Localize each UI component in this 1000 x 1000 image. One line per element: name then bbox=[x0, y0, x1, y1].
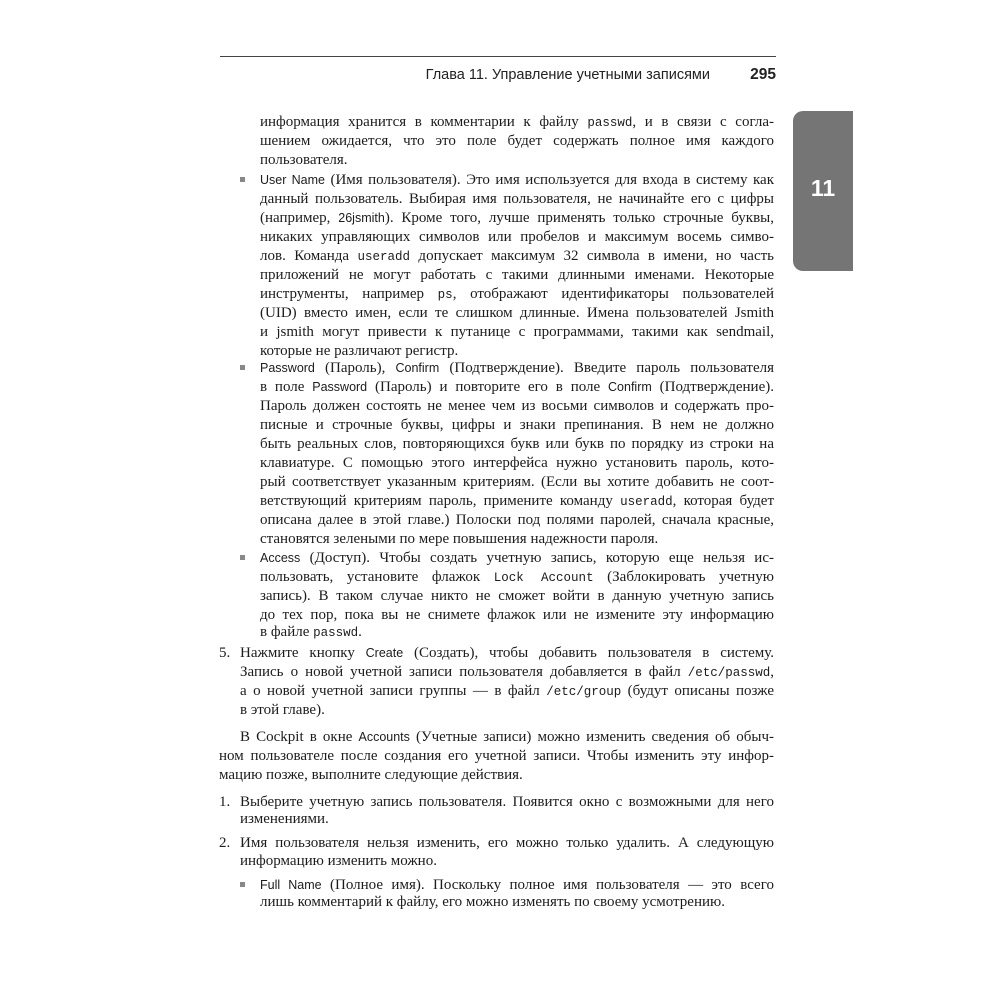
text-run: (Подтверждение). bbox=[651, 379, 774, 395]
code-term: /etc/group bbox=[546, 685, 622, 699]
text-run: писные и строчные буквы, цифры и знаки препинания. В нем не должно bbox=[260, 417, 774, 433]
text-run: лов. Команда bbox=[260, 248, 358, 264]
text-line bbox=[260, 208, 774, 228]
text-line bbox=[260, 434, 774, 454]
text-line bbox=[260, 491, 774, 511]
text-run: изменениями. bbox=[240, 811, 329, 827]
bullet-marker-icon bbox=[240, 177, 245, 182]
text-line bbox=[240, 809, 774, 829]
text-run: приложений не могут работать с такими длинными именами. Некоторые bbox=[260, 267, 774, 283]
text-run: быть реальных слов, повторяющихся букв или букв по порядку из строки на bbox=[260, 436, 774, 452]
text-run: (например, bbox=[260, 210, 339, 226]
text-run: (Заблокировать учетную bbox=[593, 569, 775, 585]
text-line bbox=[260, 303, 774, 323]
text-run: клавиатуре. С помощью этого интерфейса нужно установить пароль, кото- bbox=[260, 455, 774, 471]
text-line bbox=[260, 472, 774, 492]
text-run: (будут описаны позже bbox=[621, 683, 774, 699]
text-run: рый соответствует указанным критериям. (Если вы хотите добавить не соот- bbox=[260, 474, 774, 490]
text-run: (Полное имя). Поскольку полное имя пользователя — это всего bbox=[321, 877, 774, 893]
text-line bbox=[260, 358, 774, 378]
text-line bbox=[260, 892, 774, 912]
ui-term: Confirm bbox=[608, 380, 652, 394]
code-term: passwd bbox=[587, 116, 633, 130]
text-run: а о новой учетной записи группы — в файл bbox=[240, 683, 547, 699]
text-run: пользователя. bbox=[260, 152, 348, 168]
text-run: в этой главе). bbox=[240, 702, 325, 718]
text-run: пользовать, установите флажок bbox=[260, 569, 494, 585]
text-line bbox=[260, 227, 774, 247]
page-number: 295 bbox=[750, 66, 776, 83]
ui-term: Create bbox=[365, 646, 404, 660]
code-term: Lock Account bbox=[493, 571, 594, 585]
text-run: ). Кроме того, лучше применять только строчные буквы, bbox=[384, 210, 775, 226]
text-line bbox=[219, 746, 774, 766]
text-run: Запись о новой учетной записи пользователя добавляется в файл bbox=[240, 664, 688, 680]
chapter-thumb-tab bbox=[793, 111, 853, 271]
text-run: (Доступ). Чтобы создать учетную запись, которую еще нельзя ис- bbox=[300, 550, 774, 566]
text-line bbox=[240, 727, 774, 747]
text-run: лишь комментарий к файлу, его можно изменять по своему усмотрению. bbox=[260, 894, 725, 910]
text-run: Нажмите кнопку bbox=[240, 645, 366, 661]
bullet-marker-icon bbox=[240, 555, 245, 560]
text-line bbox=[240, 700, 774, 720]
text-run: . bbox=[358, 624, 362, 640]
ui-term: Password bbox=[260, 361, 315, 375]
text-run: , bbox=[770, 664, 774, 680]
text-run: (Имя пользователя). Это имя используется для входа в систему как bbox=[324, 172, 774, 188]
chapter-tab-label: 11 bbox=[810, 175, 836, 201]
list-number: 1. bbox=[219, 794, 231, 810]
text-run: Выберите учетную запись пользователя. Появится окно с возможными для него bbox=[240, 794, 774, 810]
list-number: 2. bbox=[219, 835, 231, 851]
code-term: useradd bbox=[620, 495, 673, 509]
text-run: никаких управляющих символов или пробелов и максимум восемь симво- bbox=[260, 229, 774, 245]
chapter-title: Глава 11. Управление учетными записями bbox=[425, 67, 710, 83]
text-run: (Подтверждение). Введите пароль пользователя bbox=[439, 360, 774, 376]
text-run: В Cockpit в окне bbox=[240, 729, 359, 745]
text-run: , и в связи с согла- bbox=[632, 114, 774, 130]
text-line bbox=[260, 396, 774, 416]
code-term: ps bbox=[437, 288, 453, 302]
text-line bbox=[260, 170, 774, 190]
text-run: ном пользователе после создания его учетной записи. Чтобы изменить эту инфор- bbox=[219, 748, 774, 764]
text-line bbox=[260, 265, 774, 285]
text-line bbox=[260, 567, 774, 587]
text-line bbox=[260, 548, 774, 568]
text-run: (Пароль) и повторите его в поле bbox=[367, 379, 609, 395]
text-run: допускает максимум 32 символа в имени, но часть bbox=[410, 248, 774, 264]
text-run: данный пользователь. Выбирая имя пользователя, не начинайте его с цифры bbox=[260, 191, 774, 207]
text-line bbox=[219, 765, 774, 785]
text-line bbox=[260, 415, 774, 435]
text-run: , которая будет bbox=[672, 493, 775, 509]
text-run: , отображают идентификаторы пользователей bbox=[452, 286, 774, 302]
text-line bbox=[240, 833, 774, 853]
text-line bbox=[260, 131, 774, 151]
code-term: /etc/passwd bbox=[687, 666, 771, 680]
text-line bbox=[260, 586, 774, 606]
text-line bbox=[260, 189, 774, 209]
text-run: (Создать), чтобы добавить пользователя в систему. bbox=[403, 645, 774, 661]
ui-term: Accounts bbox=[358, 730, 410, 744]
text-line bbox=[260, 284, 774, 304]
text-run: (UID) вместо имен, если те слишком длинные. Имена пользователей Jsmith bbox=[260, 305, 774, 321]
text-line bbox=[260, 112, 774, 132]
bullet-marker-icon bbox=[240, 882, 245, 887]
ui-term: Full Name bbox=[260, 878, 322, 892]
text-run: становятся зелеными по мере повышения надежности пароля. bbox=[260, 531, 659, 547]
code-term: passwd bbox=[313, 626, 359, 640]
text-line bbox=[260, 622, 774, 642]
text-run: шением ожидается, что это поле будет содержать полное имя каждого bbox=[260, 133, 774, 149]
text-run: Имя пользователя нельзя изменить, его можно только удалить. А следующую bbox=[240, 835, 774, 851]
text-line bbox=[240, 851, 774, 871]
text-run: (Учетные записи) можно изменить сведения об обыч- bbox=[409, 729, 774, 745]
text-line bbox=[260, 322, 774, 342]
text-line bbox=[260, 453, 774, 473]
ui-term: 26jsmith bbox=[338, 211, 385, 225]
text-run: ветствующий критериям пароль, примените команду bbox=[260, 493, 621, 509]
text-run: (Пароль), bbox=[314, 360, 396, 376]
text-line bbox=[240, 643, 774, 663]
ui-term: Password bbox=[312, 380, 368, 394]
ui-term: Confirm bbox=[395, 361, 440, 375]
text-run: и jsmith могут привести к путанице с программами, такими как sendmail, bbox=[260, 324, 774, 340]
text-line bbox=[260, 377, 774, 397]
text-line bbox=[260, 150, 774, 170]
text-run: в файле bbox=[260, 624, 314, 640]
text-line bbox=[240, 681, 774, 701]
text-run: мацию позже, выполните следующие действия. bbox=[219, 767, 523, 783]
text-run: инструменты, например bbox=[260, 286, 438, 302]
text-run: Пароль должен состоять не менее чем из восьми символов и содержать про- bbox=[260, 398, 774, 414]
text-run: информацию изменить можно. bbox=[240, 853, 437, 869]
running-header bbox=[220, 56, 776, 95]
ui-term: User Name bbox=[260, 173, 325, 187]
text-run: запись). В таком случае никто не сможет войти в данную учетную запись bbox=[260, 588, 774, 604]
list-number: 5. bbox=[219, 645, 231, 661]
bullet-marker-icon bbox=[240, 365, 245, 370]
text-line bbox=[260, 246, 774, 266]
text-run: до тех пор, пока вы не снимете флажок или не измените эту информацию bbox=[260, 607, 774, 623]
text-line bbox=[240, 662, 774, 682]
text-run: описана далее в этой главе.) Полоски под полями паролей, сначала красные, bbox=[260, 512, 774, 528]
ui-term: Access bbox=[260, 551, 301, 565]
text-run: информация хранится в комментарии к файлу bbox=[260, 114, 588, 130]
text-line bbox=[260, 510, 774, 530]
text-run: которые не различают регистр. bbox=[260, 343, 459, 359]
text-run: в поле bbox=[260, 379, 313, 395]
text-line bbox=[260, 529, 774, 549]
code-term: useradd bbox=[357, 250, 411, 264]
